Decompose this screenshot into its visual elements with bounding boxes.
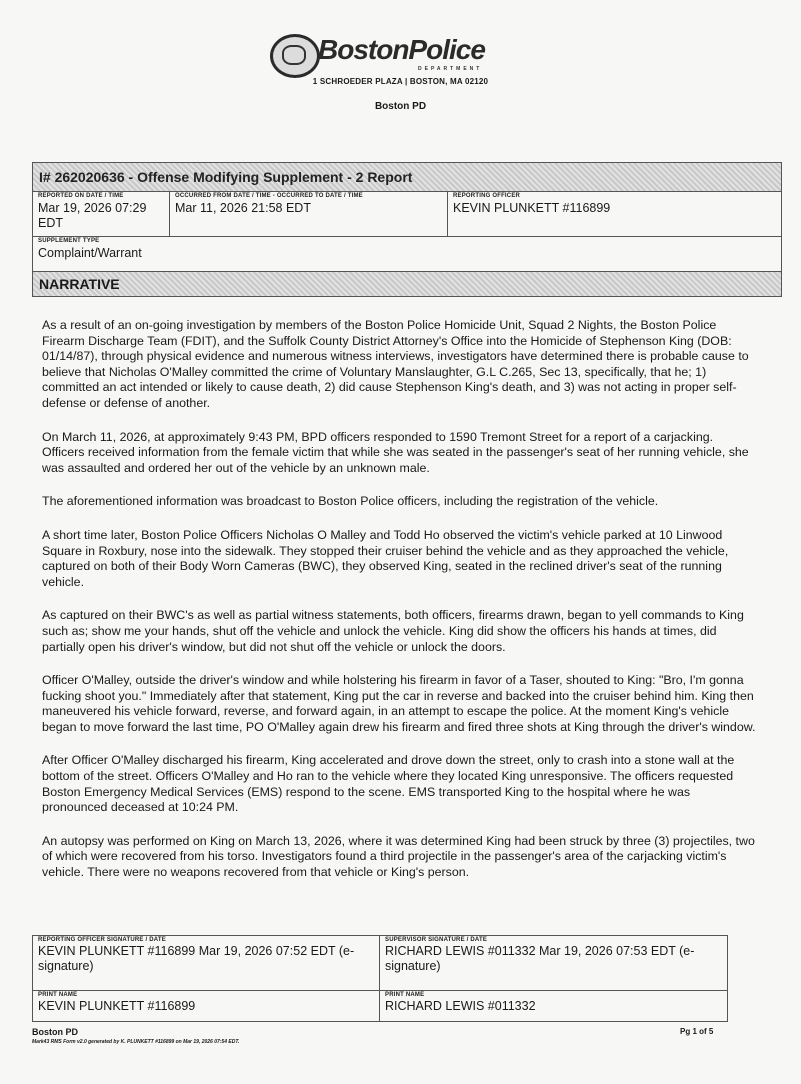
reporting-signature-label: REPORTING OFFICER SIGNATURE / DATE [38, 937, 166, 943]
narrative-paragraph: As captured on their BWC's as well as partial witness statements, both officers, firearms drawn, began to yell commands to King such as; show me your hands, shut off the vehicle and unlock the vehicle. King did show the officers his hands at times, did partially open his driver's window, but did not shut off the vehicle or unlock the doors. [42, 608, 744, 654]
narrative-paragraph: An autopsy was performed on King on March 13, 2026, where it was determined King had been struck by three (3) projectiles, two of which were recovered from his torso. Investigators found a third projectile in the passenger's area of the carjacking victim's vehicle. There were no weapons recovered from that vehicle or King's person. [42, 833, 755, 880]
report-title: I# 262020636 - Offense Modifying Supplement - 2 Report [33, 163, 781, 192]
narrative-paragraph: A short time later, Boston Police Officers Nicholas O Malley and Todd Ho observed the victim's vehicle parked at 10 Linwood Square in Roxbury, nose into the sidewalk. They stopped their cruiser behind the vehicle and as they approached the vehicle, captured on both of their Body Worn Cameras (BWC), they observed King, seated in the reclined driver's seat of the running vehicle. [42, 527, 729, 589]
supplement-type-label: SUPPLEMENT TYPE [38, 238, 100, 244]
header-org: Boston PD [374, 101, 427, 112]
report-meta-row [33, 192, 781, 237]
supervisor-print-label: PRINT NAME [385, 992, 425, 998]
department-address: 1 SCHROEDER PLAZA | BOSTON, MA 02120 [312, 77, 489, 86]
narrative-paragraph: After Officer O'Malley discharged his firearm, King accelerated and drove down the street, only to crash into a stone wall at the bottom of the street. Officers O'Malley and Ho ran to the vehicle where they located King unresponsive. The officers requested Boston Emergency Medical Services (EMS) respond to the scene. EMS transported King to the hospital where he was pronounced deceased at 10:24 PM. [42, 753, 735, 815]
reported-on-label: REPORTED ON DATE / TIME [38, 193, 124, 199]
reporting-print-label: PRINT NAME [38, 992, 78, 998]
brand-name: BostonPolice [318, 34, 485, 65]
reporting-officer-value: KEVIN PLUNKETT #116899 [453, 201, 611, 215]
badge-seal-icon [270, 34, 320, 78]
reported-on-cell [33, 192, 170, 236]
reporting-officer-cell [448, 192, 781, 236]
occurred-label: OCCURRED FROM DATE / TIME - OCCURRED TO DATE / TIME [175, 193, 363, 199]
reporting-print-value: KEVIN PLUNKETT #116899 [38, 999, 196, 1013]
reporting-officer-label: REPORTING OFFICER [453, 193, 521, 199]
supervisor-signature-column [380, 936, 727, 1021]
footer-generated: Mark43 RMS Form v2.0 generated by K. PLUNKETT #116899 on Mar 19, 2026 07:54 EDT. [32, 1039, 240, 1045]
supplement-type-row [33, 237, 781, 272]
narrative-paragraph: As a result of an on-going investigation by members of the Boston Police Homicide Unit, Squad 2 Nights, the Boston Police Firearm Discharge Team (FDIT), and the Suffolk County District Attorney's Office into the Homicide of Stephenson King (DOB: 01/14/87), through physical evidence and numerous witness interviews, investigators have determined there is probable cause to believe that Nicholas O'Malley committed the crime of Voluntary Manslaughter, G.L C.265, Sec 13, specifically, that he; 1) committed an act intended or likely to cause death, 2) did cause Stephenson King's death, and 3) was not acting in proper self-defense or defense of another. [42, 318, 749, 410]
narrative-paragraph: On March 11, 2026, at approximately 9:43 PM, BPD officers responded to 1590 Tremont Street for a report of a carjacking. Officers received information from the female victim that while she was seated in the passenger's seat of her running vehicle, she was assaulted and ordered her out of the vehicle by an unknown male. [42, 429, 749, 475]
supervisor-signature-label: SUPERVISOR SIGNATURE / DATE [385, 937, 488, 943]
occurred-cell [170, 192, 448, 236]
narrative-body [42, 318, 758, 899]
occurred-value: Mar 11, 2026 21:58 EDT [175, 201, 311, 215]
footer-org: Boston PD [32, 1027, 78, 1037]
report-info-box [32, 162, 782, 297]
signature-box [32, 935, 728, 1022]
supervisor-print-value: RICHARD LEWIS #011332 [385, 999, 536, 1013]
reported-on-value: Mar 19, 2026 07:29 EDT [38, 201, 147, 230]
page-number: Pg 1 of 5 [680, 1027, 714, 1036]
brand-sub: DEPARTMENT [418, 66, 483, 72]
narrative-paragraph: Officer O'Malley, outside the driver's window and while holstering his firearm in favor of a Taser, shouted to King: "Bro, I'm gonna fucking shoot you." Immediately after that statement, King put the car in reverse and backed into the cruiser behind him. King then maneuvered his vehicle forward, reverse, and forward again, in an attempt to escape the police. At the moment King's vehicle began to move forward the last time, PO O'Malley again drew his firearm and fired three shots at King through the driver's window. [42, 673, 756, 734]
reporting-signature-column [33, 936, 380, 1021]
reporting-signature-value: KEVIN PLUNKETT #116899 Mar 19, 2026 07:52 EDT (e-signature) [38, 944, 355, 973]
supplement-type-value: Complaint/Warrant [38, 246, 142, 260]
narrative-paragraph: The aforementioned information was broadcast to Boston Police officers, including the registration of the vehicle. [42, 494, 659, 509]
department-logo [270, 32, 500, 76]
narrative-heading: NARRATIVE [33, 272, 781, 296]
supervisor-signature-value: RICHARD LEWIS #011332 Mar 19, 2026 07:53 EDT (e-signature) [385, 944, 695, 973]
